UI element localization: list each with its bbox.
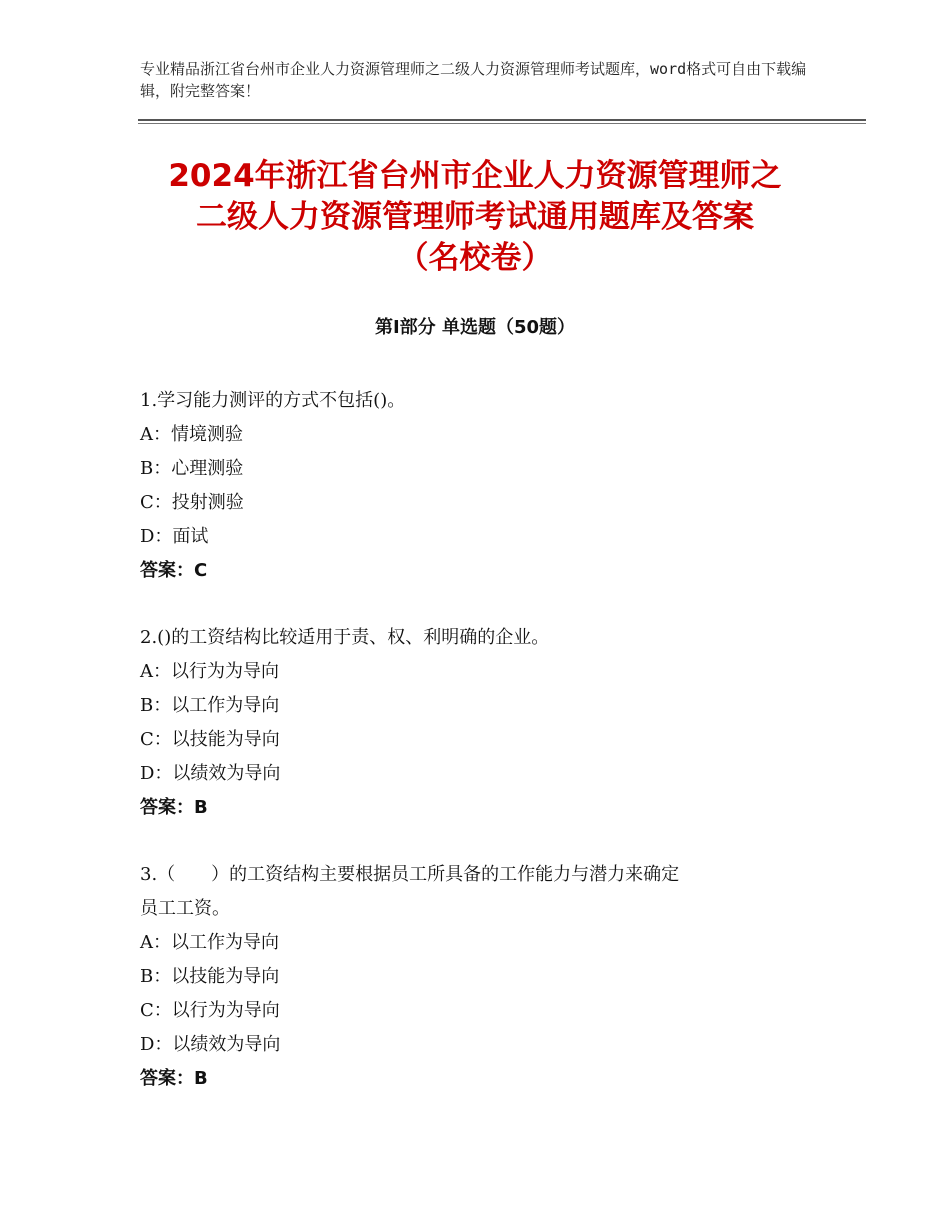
option-c: C：投射测验 <box>140 492 244 513</box>
answer: 答案：C <box>140 560 208 581</box>
option-d: D：面试 <box>140 526 209 547</box>
question-3 <box>140 858 810 1096</box>
option-a: A：以工作为导向 <box>140 932 279 953</box>
question-stem <box>140 384 810 418</box>
question-2 <box>140 621 810 825</box>
document-title-line-3: （名校卷） <box>397 240 553 276</box>
option-b: B：心理测验 <box>140 458 244 479</box>
option-c: C：以行为为导向 <box>140 1000 280 1021</box>
option-b: B：以工作为导向 <box>140 695 280 716</box>
question-stem-text: 3.（ ）的工资结构主要根据员工所具备的工作能力与潜力来确定 <box>140 864 680 885</box>
header-divider <box>138 119 866 124</box>
option-c: C：以技能为导向 <box>140 729 280 750</box>
question-stem-text: 1.学习能力测评的方式不包括()。 <box>140 390 406 411</box>
document-title-line-1: 2024年浙江省台州市企业人力资源管理师之 <box>168 158 782 194</box>
header-divider-thick <box>138 119 866 121</box>
question-stem <box>140 621 810 655</box>
option-b: B：以技能为导向 <box>140 966 280 987</box>
document-title <box>100 156 850 279</box>
question-list <box>140 384 810 1129</box>
answer: 答案：B <box>140 797 208 818</box>
header-note: 专业精品浙江省台州市企业人力资源管理师之二级人力资源管理师考试题库，word格式可自由下载编辑，附完整答案！ <box>140 60 807 100</box>
option-a: A：以行为为导向 <box>140 661 279 682</box>
question-stem-text: 2.()的工资结构比较适用于责、权、利明确的企业。 <box>140 627 550 648</box>
document-title-line-2: 二级人力资源管理师考试通用题库及答案 <box>196 199 754 235</box>
question-1 <box>140 384 810 588</box>
option-d: D：以绩效为导向 <box>140 1034 281 1055</box>
option-d: D：以绩效为导向 <box>140 763 281 784</box>
option-a: A：情境测验 <box>140 424 243 445</box>
question-stem-continuation: 员工工资。 <box>140 898 230 919</box>
answer: 答案：B <box>140 1068 208 1089</box>
section-title: 第Ⅰ部分 单选题（50题） <box>374 317 575 338</box>
question-stem <box>140 858 810 926</box>
header-divider-thin <box>138 123 866 124</box>
